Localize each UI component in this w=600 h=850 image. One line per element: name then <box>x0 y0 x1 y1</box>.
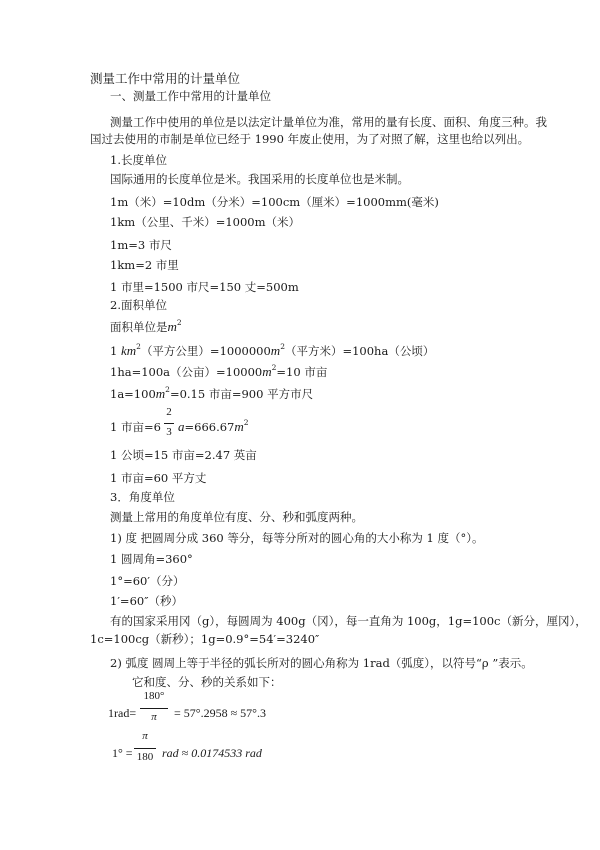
degree-definition: 1) 度 把圆周分成 360 等分，每等分所对的圆心角的大小称为 1 度（°）。 <box>110 531 484 545</box>
length-line-1: 1m（米）=10dm（分米）=100cm（厘米）=1000mm(毫米) <box>110 195 439 209</box>
area-line-6: 1 市亩=60 平方丈 <box>110 471 207 485</box>
fraction-numerator: 2 <box>166 406 172 418</box>
length-line-3: 1m=3 市尺 <box>110 238 172 252</box>
gon-line-2: 1c=100cg（新秒）；1g=0.9°=54′=3240″ <box>90 632 320 646</box>
area-text: 1a=100 <box>110 387 156 401</box>
area-text: =10 市亩 <box>276 365 328 379</box>
length-description: 国际通用的长度单位是米。我国采用的长度单位也是米制。 <box>110 172 409 186</box>
section-heading: 一、测量工作中常用的计量单位 <box>110 89 271 103</box>
fraction-denominator: π <box>151 711 157 723</box>
area-description <box>110 320 182 334</box>
unit-m: m <box>234 419 244 434</box>
length-line-4: 1km=2 市里 <box>110 258 179 272</box>
unit-m: m <box>270 343 281 358</box>
fraction-bar <box>164 423 174 424</box>
fraction-denominator: 3 <box>166 426 172 438</box>
exponent: 2 <box>176 318 182 327</box>
unit-a: a <box>178 419 185 434</box>
length-section-title: 1.长度单位 <box>110 153 167 167</box>
formula-degree-rhs: rad ≈ 0.0174533 rad <box>162 746 262 760</box>
fraction-two-thirds <box>164 406 174 442</box>
angle-description: 测量上常用的角度单位有度、分、秒和弧度两种。 <box>110 510 363 524</box>
exponent: 2 <box>271 363 277 372</box>
unit-km: km <box>120 343 137 358</box>
radian-definition: 2) 弧度 圆周上等于半径的弧长所对的圆心角称为 1rad（弧度），以符号“ρ ”表示。 <box>110 656 533 670</box>
formula-rad-lhs: 1rad= <box>108 706 137 720</box>
area-line-4-prefix: 1 市亩=6 <box>110 420 161 434</box>
exponent: 2 <box>165 385 170 394</box>
area-line-2 <box>110 365 327 379</box>
length-line-2: 1km（公里、千米）=1000m（米） <box>110 215 300 229</box>
gon-line-1: 有的国家采用冈（g），每圆周为 400g（冈），每一直角为 100g，1g=100c（新分，厘冈）， <box>110 614 587 628</box>
fraction-numerator: π <box>142 730 148 742</box>
exponent: 2 <box>243 418 249 427</box>
angle-line-2: 1°=60′（分） <box>110 574 185 588</box>
area-section-title: 2.面积单位 <box>110 298 167 312</box>
unit-m: m <box>155 386 166 401</box>
area-text: =666.67 <box>184 420 235 434</box>
intro-line-1: 测量工作中使用的单位是以法定计量单位为准，常用的量有长度、面积、角度三种。我 <box>110 115 547 129</box>
area-text: 1 <box>110 344 118 358</box>
area-line-4-suffix <box>178 420 249 434</box>
area-text: （平方公里）=1000000 <box>140 344 271 358</box>
area-text: （平方米）=100ha（公顷） <box>284 344 435 358</box>
fraction-denominator: 180 <box>136 751 154 763</box>
fraction-180-over-pi <box>140 690 168 728</box>
angle-section-title: 3．角度单位 <box>110 490 175 504</box>
area-line-5: 1 公顷=15 市亩=2.47 英亩 <box>110 448 257 462</box>
intro-line-2: 国过去使用的市制是单位已经于 1990 年废止使用，为了对照了解，这里也给以列出。 <box>90 132 530 146</box>
area-line-3 <box>110 387 313 401</box>
area-line-1 <box>110 344 434 358</box>
exponent: 2 <box>280 342 285 351</box>
exponent: 2 <box>136 342 141 351</box>
fraction-pi-over-180 <box>134 730 156 768</box>
fraction-bar <box>140 708 168 709</box>
area-text: =0.15 市亩=900 平方市尺 <box>169 387 314 401</box>
area-text: 1ha=100a（公亩）=10000 <box>110 365 263 379</box>
angle-line-1: 1 圆周角=360° <box>110 552 193 566</box>
fraction-bar <box>134 748 156 749</box>
angle-line-3: 1′=60″（秒） <box>110 594 183 608</box>
length-line-5: 1 市里=1500 市尺=150 丈=500m <box>110 280 299 294</box>
document-title: 测量工作中常用的计量单位 <box>90 71 241 86</box>
relation-intro: 它和度、分、秒的关系如下： <box>132 675 282 689</box>
unit-m: m <box>262 364 272 379</box>
unit-m: m <box>167 319 177 334</box>
fraction-numerator: 180° <box>143 690 165 702</box>
formula-rad-rhs: = 57°.2958 ≈ 57°.3 <box>174 706 266 720</box>
formula-degree-lhs: 1° = <box>112 746 133 760</box>
area-description-text: 面积单位是 <box>110 320 168 334</box>
